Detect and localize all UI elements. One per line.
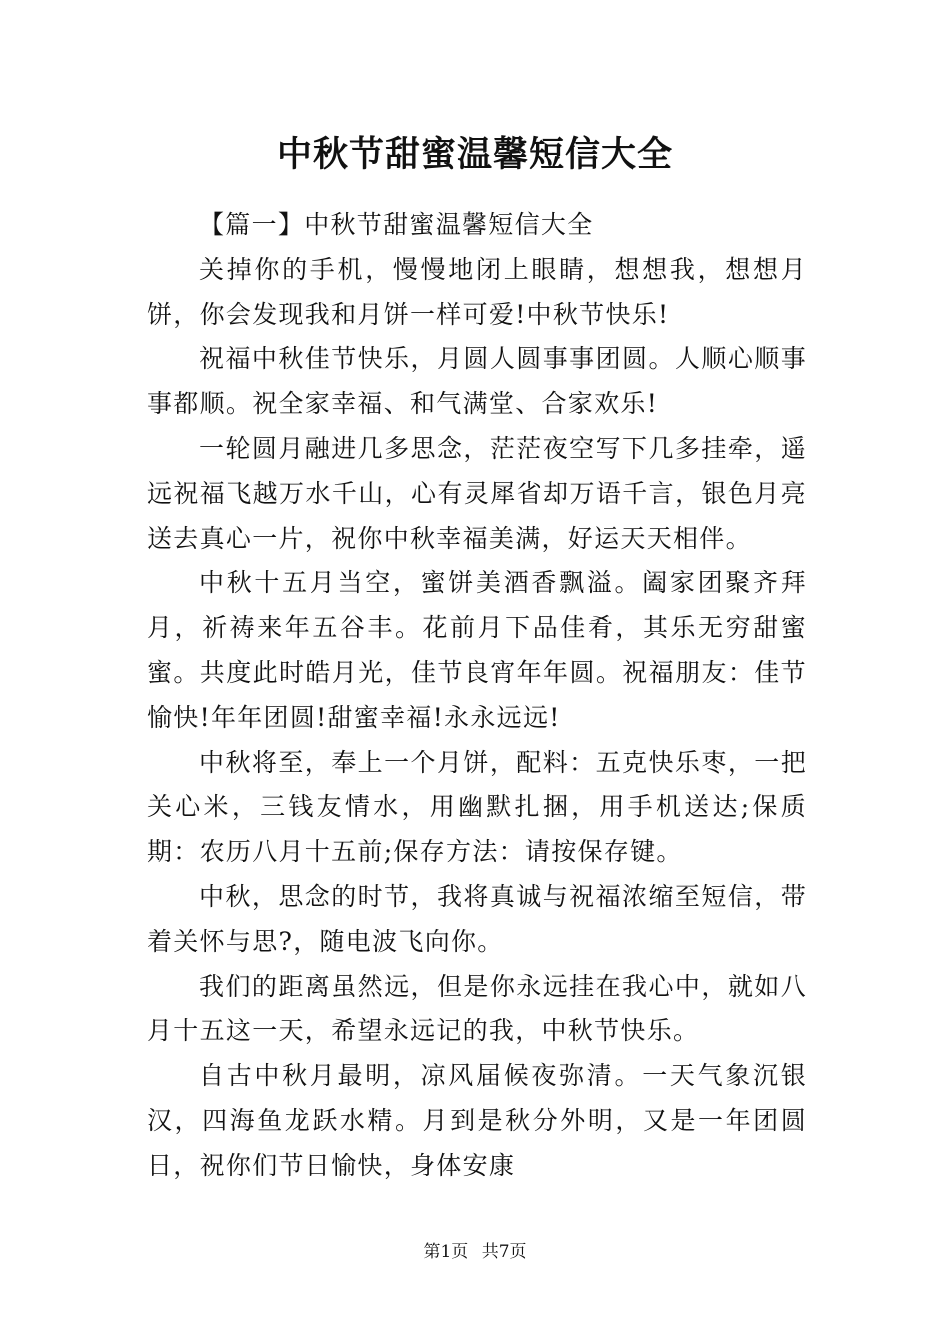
- paragraph: 祝福中秋佳节快乐，月圆人圆事事团圆。人顺心顺事事都顺。祝全家幸福、和气满堂、合家欢乐!: [147, 344, 807, 419]
- paragraph: 关掉你的手机，慢慢地闭上眼睛，想想我，想想月饼，你会发现我和月饼一样可爱!中秋节快乐!: [147, 254, 807, 329]
- paragraph: 中秋将至，奉上一个月饼，配料：五克快乐枣，一把关心米，三钱友情水，用幽默扎捆，用手机送达;保质期：农历八月十五前;保存方法：请按保存键。: [147, 747, 807, 867]
- paragraph: 我们的距离虽然远，但是你永远挂在我心中，就如八月十五这一天，希望永远记的我，中秋节快乐。: [147, 971, 807, 1046]
- page-total: 共7页: [481, 1242, 527, 1262]
- paragraph: 中秋十五月当空，蜜饼美酒香飘溢。阖家团聚齐拜月，祈祷来年五谷丰。花前月下品佳肴，其乐无穷甜蜜蜜。共度此时皓月光，佳节良宵年年圆。祝福朋友：佳节愉快!年年团圆!甜蜜幸福!永永远远!: [147, 568, 807, 732]
- page-title: 中秋节甜蜜温馨短信大全: [276, 134, 673, 175]
- page-number: 第1页: [423, 1242, 469, 1262]
- section-heading: 【篇一】中秋节甜蜜温馨短信大全: [199, 210, 594, 239]
- paragraph: 中秋，思念的时节，我将真诚与祝福浓缩至短信，带着关怀与思?，随电波飞向你。: [147, 881, 807, 956]
- paragraph: 自古中秋月最明，凉风届候夜弥清。一天气象沉银汉，四海鱼龙跃水精。月到是秋分外明，又是一年团圆日，祝你们节日愉快，身体安康: [147, 1061, 807, 1180]
- paragraph: 一轮圆月融进几多思念，茫茫夜空写下几多挂牵，遥远祝福飞越万水千山，心有灵犀省却万语千言，银色月亮送去真心一片，祝你中秋幸福美满，好运天天相伴。: [147, 433, 807, 553]
- document-body: [147, 203, 807, 1189]
- page-footer: [0, 1240, 950, 1264]
